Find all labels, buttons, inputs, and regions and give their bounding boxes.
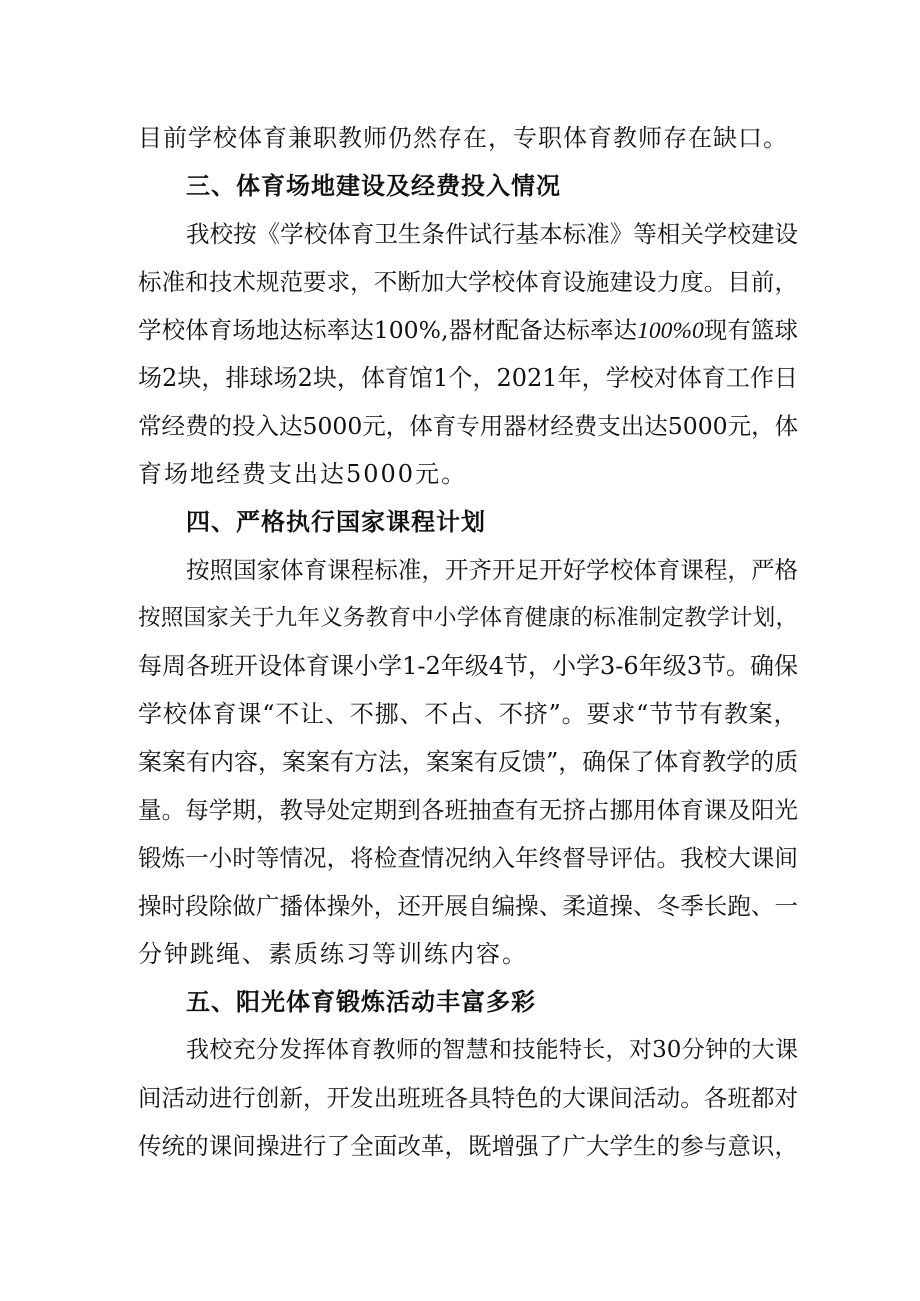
paragraph-line: 量。每学期，教导处定期到各班抽查有无挤占挪用体育课及阳光	[138, 796, 798, 824]
paragraph-line: 分钟跳绳、素质练习等训练内容。	[138, 940, 528, 968]
paragraph-line: 间活动进行创新，开发出班班各具特色的大课间活动。各班都对	[138, 1084, 798, 1112]
paragraph-line: 按照国家体育课程标准，开齐开足开好学校体育课程，严格	[186, 556, 798, 584]
section-heading-4: 四、严格执行国家课程计划	[186, 508, 486, 536]
paragraph-line: 按照国家关于九年义务教育中小学体育健康的标准制定教学计划，	[138, 605, 798, 631]
paragraph-line: 育场地经费支出达5000元。	[138, 460, 468, 488]
paragraph-line: 锻炼一小时等情况，将检查情况纳入年终督导评估。我校大课间	[138, 844, 798, 872]
text-run: 学校体育场地达标率达100%,器材配备达标率达	[138, 316, 638, 344]
paragraph-line: 传统的课间操进行了全面改革，既增强了广大学生的参与意识，	[138, 1132, 798, 1160]
italic-text-run: 100%0	[637, 318, 704, 344]
paragraph-line: 操时段除做广播体操外，还开展自编操、柔道操、冬季长跑、一	[138, 892, 798, 920]
section-heading-5: 五、阳光体育锻炼活动丰富多彩	[186, 988, 536, 1016]
paragraph-line: 常经费的投入达5000元，体育专用器材经费支出达5000元，体	[138, 412, 799, 440]
paragraph-line: 案案有内容，案案有方法，案案有反馈”，确保了体育教学的质	[138, 748, 799, 776]
paragraph-line: 学校体育课“不让、不挪、不占、不挤”。要求“节节有教案，	[138, 700, 798, 728]
paragraph-line: 我校充分发挥体育教师的智慧和技能特长，对30分钟的大课	[186, 1037, 798, 1063]
paragraph-line: 每周各班开设体育课小学1-2年级4节，小学3-6年级3节。确保	[138, 652, 798, 680]
paragraph-line: 标准和技术规范要求，不断加大学校体育设施建设力度。目前，	[138, 268, 798, 296]
paragraph-line: 我校按《学校体育卫生条件试行基本标准》等相关学校建设	[186, 220, 798, 248]
paragraph-line	[138, 306, 798, 354]
paragraph-line: 目前学校体育兼职教师仍然存在，专职体育教师存在缺口。	[138, 124, 788, 152]
paragraph-line: 场2块，排球场2块，体育馆1个，2021年，学校对体育工作日	[138, 364, 798, 392]
section-heading-3: 三、体育场地建设及经费投入情况	[186, 172, 561, 200]
text-run: 现有篮球	[703, 316, 799, 344]
